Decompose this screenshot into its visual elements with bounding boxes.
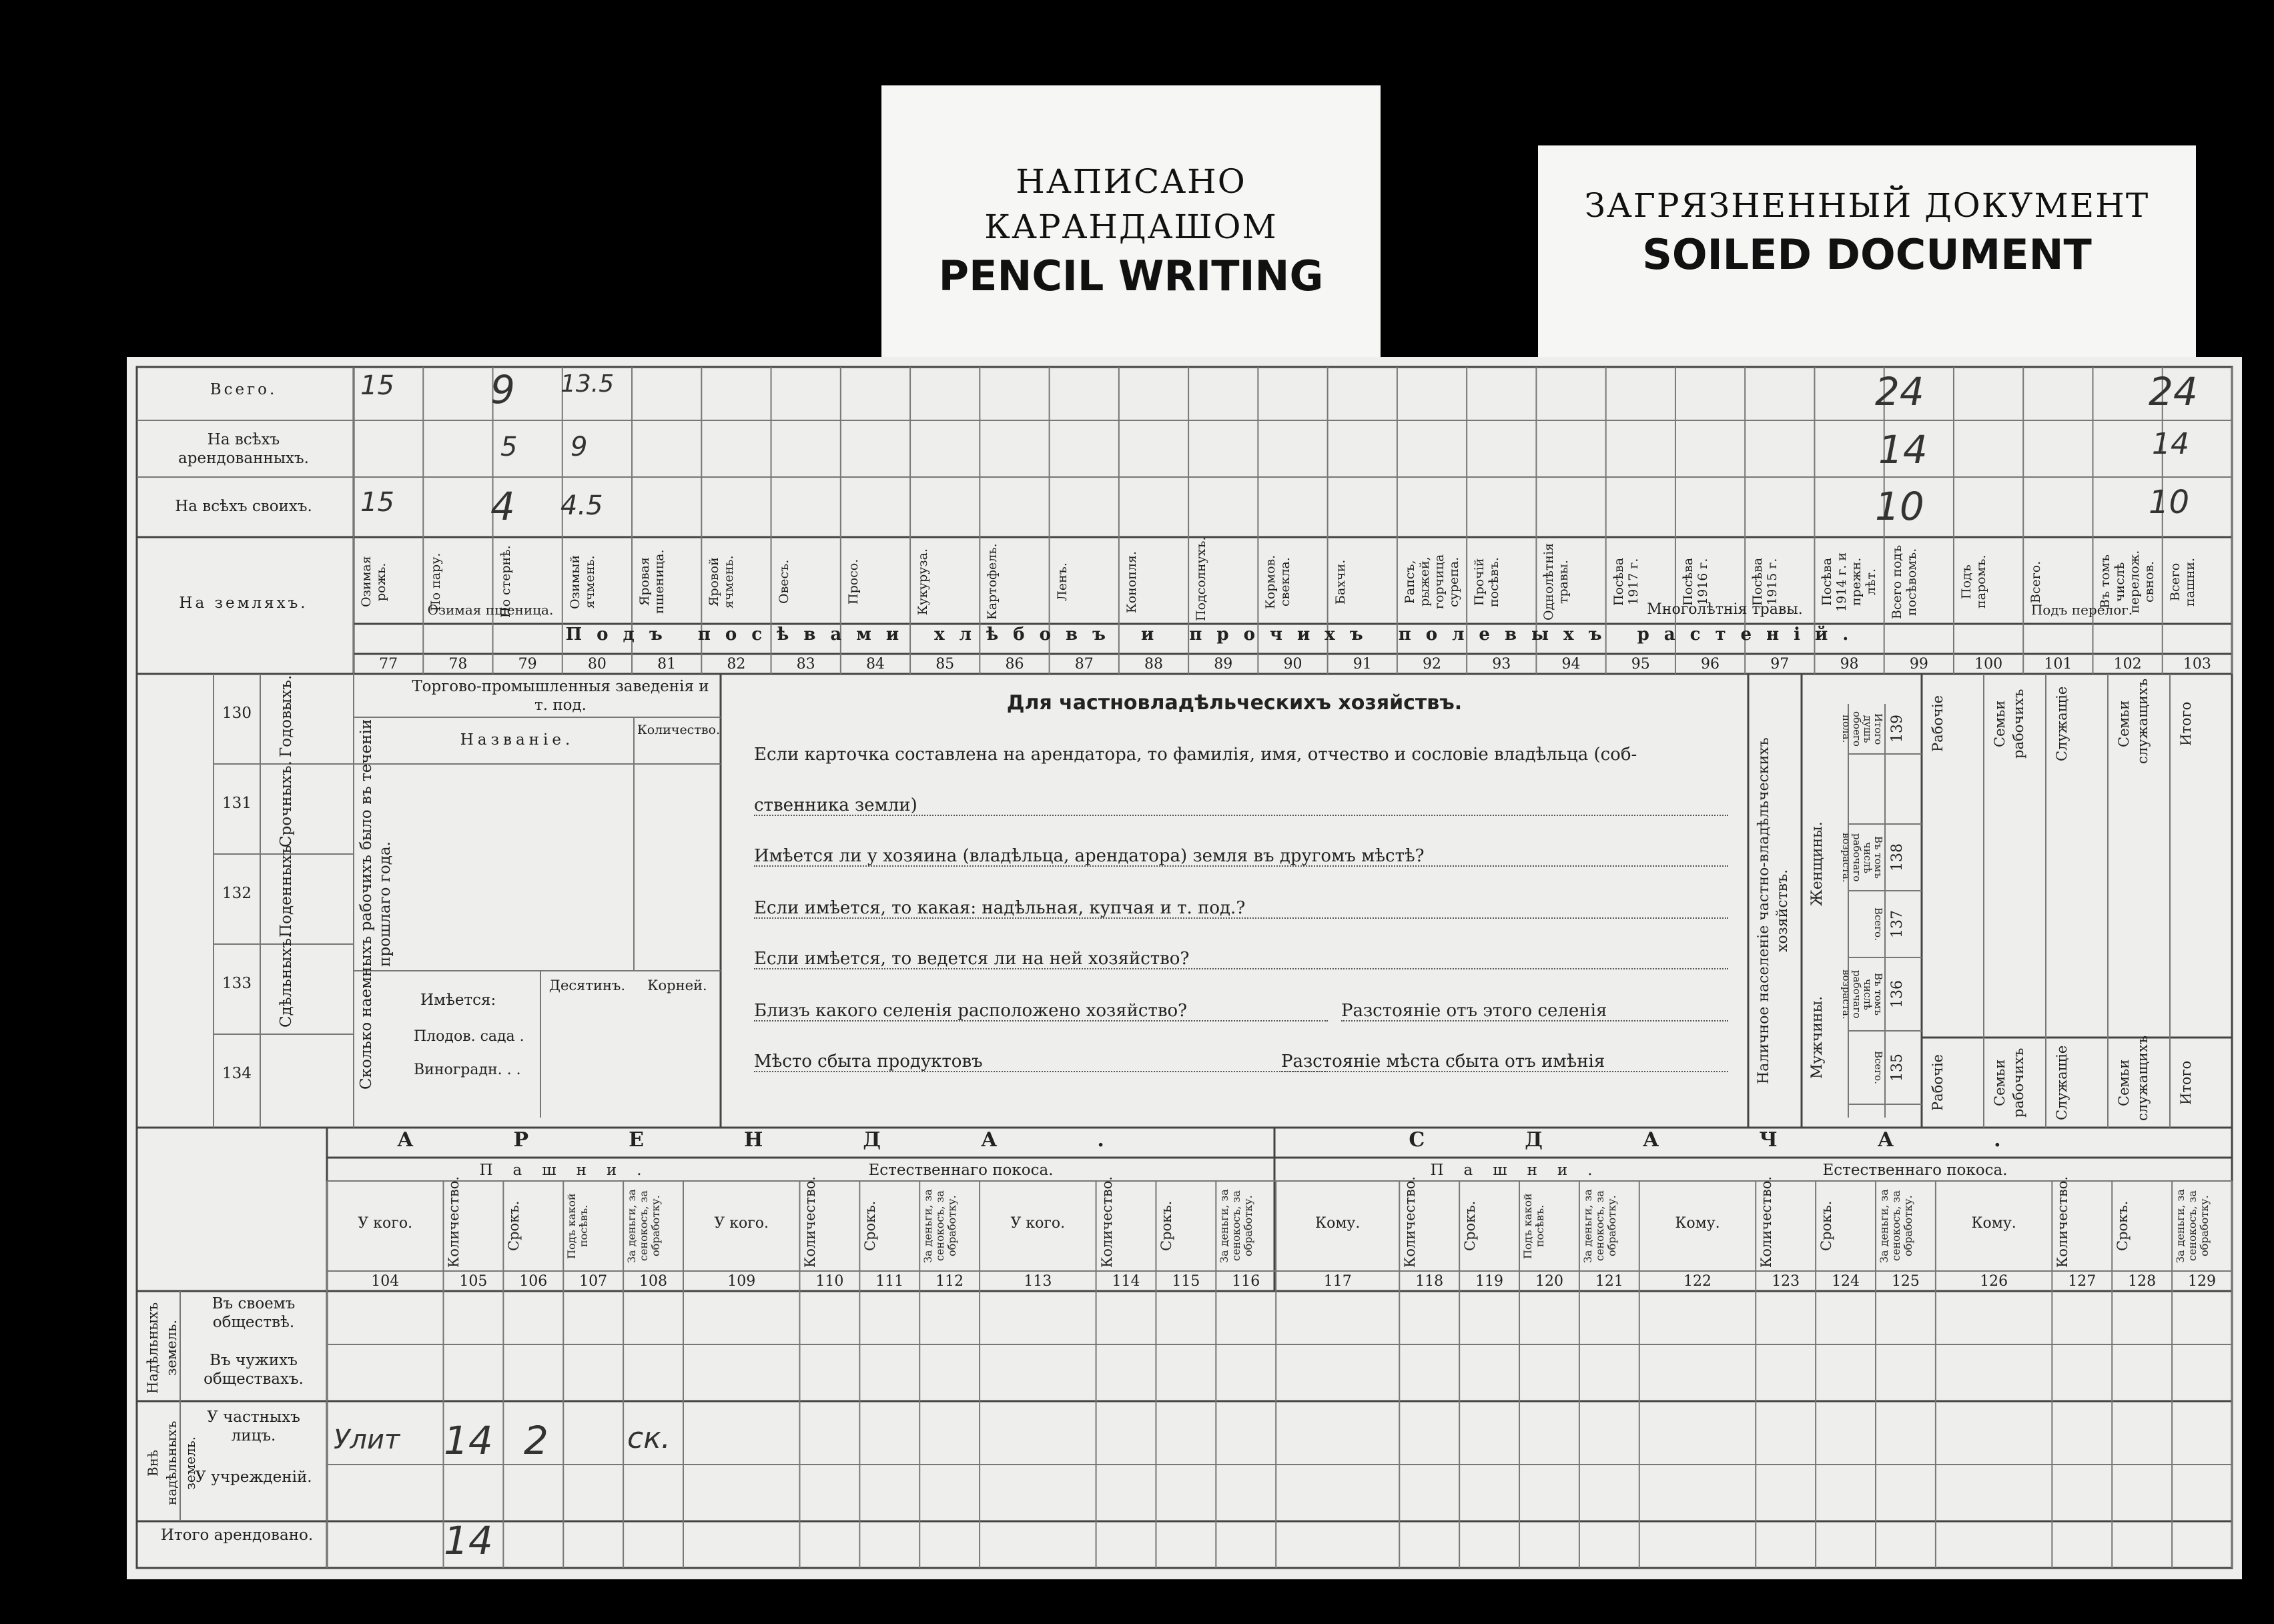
bottom-header-118: Количество. (1402, 1176, 1419, 1268)
bottom-num-107: 107 (579, 1273, 608, 1290)
row-total-rented: Итого арендовано. (160, 1527, 314, 1544)
pencil-label-ru: НАПИСАНО КАРАНДАШОМ (984, 162, 1278, 246)
top-num-81: 81 (657, 656, 677, 673)
labor-bottom-2: Служащіе (2054, 1045, 2070, 1120)
top-num-98: 98 (1840, 656, 1859, 673)
private-q1b: ственника земли) (754, 796, 1728, 816)
pop-num-138: 138 (1889, 843, 1906, 871)
pencil-writing-label (881, 85, 1381, 366)
bottom-num-124: 124 (1832, 1273, 1860, 1290)
bottom-num-123: 123 (1772, 1273, 1800, 1290)
row-own-community: Въ своемъ обществѣ. (212, 1295, 296, 1331)
worker-num-134: 134 (222, 1065, 252, 1082)
top-header-88: Конопля. (1124, 550, 1139, 613)
pencil-own-arable: 10 (2149, 484, 2190, 521)
top-header-90: Кормов. свекла. (1263, 554, 1293, 609)
bottom-header-121: За деньги, за сенокосъ, за обработку. (1581, 1189, 1618, 1263)
top-header-78: По пару. (428, 552, 444, 611)
bottom-num-119: 119 (1475, 1273, 1504, 1290)
pencil-lower-total: 14 (444, 1518, 493, 1563)
labor-bottom-0: Рабочіе (1930, 1054, 1946, 1111)
bottom-header-127: Количество. (2054, 1176, 2071, 1268)
pop-women-working: Въ томъ числѣ рабочаго возраста. (1840, 832, 1884, 883)
worker-yearly: Годовыхъ. (278, 675, 295, 757)
bottom-header-107: Подъ какой посѣвъ. (565, 1193, 591, 1259)
top-num-89: 89 (1214, 656, 1233, 673)
top-header-89: Подсолнухъ. (1194, 536, 1209, 621)
pop-num-137: 137 (1889, 910, 1906, 938)
bottom-num-122: 122 (1683, 1273, 1712, 1290)
worker-num-132: 132 (222, 885, 252, 902)
worker-num-130: 130 (222, 705, 252, 722)
top-num-101: 101 (2044, 656, 2072, 673)
pop-men-working: Въ томъ числѣ рабочаго возраста. (1840, 969, 1884, 1020)
top-num-92: 92 (1423, 656, 1441, 673)
vineyard-label: Виноградн. . . (414, 1062, 521, 1078)
labor-top-0: Рабочіе (1930, 695, 1946, 753)
pop-women: Женщины. (1809, 821, 1826, 907)
top-header-102: Въ томъ числѣ перелож. свнов. (2098, 550, 2157, 614)
top-header-93: Прочій посѣвъ. (1472, 556, 1502, 607)
bottom-header-104: У кого. (358, 1215, 413, 1232)
top-num-93: 93 (1492, 656, 1511, 673)
top-header-83: Овесъ. (776, 559, 791, 604)
private-q5: Близъ какого селенія расположено хозяйство? (754, 1001, 1328, 1022)
bottom-num-105: 105 (459, 1273, 488, 1290)
top-num-102: 102 (2113, 656, 2142, 673)
top-num-100: 100 (1974, 656, 2003, 673)
row-label-total: Всего. (210, 381, 278, 398)
top-num-91: 91 (1353, 656, 1372, 673)
labor-top-1: Семьи рабочихъ (1992, 689, 2026, 759)
top-num-103: 103 (2183, 656, 2211, 673)
arenda-hayfield: Естественнаго покоса. (868, 1162, 1054, 1179)
top-header-85: Кукуруза. (915, 548, 931, 616)
private-q4: Если имѣется, то ведется ли на ней хозяйство? (754, 949, 1728, 969)
top-num-86: 86 (1005, 656, 1024, 673)
top-header-81: Яровая пшеница. (637, 549, 667, 615)
worker-num-131: 131 (222, 795, 252, 812)
top-header-80: Озимый ячмень. (567, 554, 597, 609)
bottom-num-111: 111 (875, 1273, 904, 1290)
top-num-78: 78 (448, 656, 468, 673)
group-allotment: Надѣльныхъ земель. (145, 1302, 179, 1394)
private-q6: Мѣсто сбыта продуктовъ (754, 1052, 1328, 1072)
trade-name-header: Названіе. (460, 731, 575, 749)
top-num-80: 80 (587, 656, 607, 673)
bottom-header-126: Кому. (1971, 1215, 2016, 1232)
worker-daily: Поденныхъ. (278, 840, 295, 937)
row-institutions: У учрежденій. (195, 1469, 312, 1486)
labor-bottom-4: Итого (2178, 1060, 2194, 1105)
private-dist-village: Разстояніе отъ этого селенія (1341, 1001, 1728, 1022)
bottom-num-108: 108 (639, 1273, 668, 1290)
bottom-num-121: 121 (1595, 1273, 1623, 1290)
bottom-num-114: 114 (1112, 1273, 1140, 1290)
bottom-num-128: 128 (2128, 1273, 2157, 1290)
pop-total: Итого душъ обоего пола. (1840, 711, 1884, 747)
pop-num-139: 139 (1889, 715, 1906, 743)
top-header-98: Посѣва 1914 г. и прежн. лѣт. (1820, 552, 1879, 612)
bottom-num-106: 106 (519, 1273, 548, 1290)
unit-roots: Корней. (647, 977, 707, 993)
bottom-header-114: Количество. (1098, 1176, 1115, 1268)
bottom-num-117: 117 (1323, 1273, 1352, 1290)
top-num-99: 99 (1909, 656, 1928, 673)
population-side-label: Наличное населеніе частно-владѣльческихъ хозяйствъ. (1756, 737, 1791, 1084)
bottom-num-109: 109 (727, 1273, 756, 1290)
row-label-land: На земляхъ. (179, 594, 308, 612)
unit-desyatin: Десятинъ. (548, 977, 626, 993)
trade-count-header: Количество. (637, 723, 721, 737)
top-num-85: 85 (935, 656, 955, 673)
top-num-90: 90 (1283, 656, 1302, 673)
top-header-96: Посѣва 1916 г. (1680, 557, 1710, 606)
worker-piece: Сдѣльныхъ. (278, 933, 295, 1028)
pop-num-136: 136 (1889, 980, 1906, 1008)
top-header-86: Картофель. (985, 543, 1000, 621)
top-num-97: 97 (1770, 656, 1790, 673)
pencil-rented-barley: 9 (571, 432, 588, 462)
pop-men-all: Всего. (1872, 1051, 1884, 1084)
bottom-num-127: 127 (2068, 1273, 2097, 1290)
private-q1: Если карточка составлена на арендатора, то фамилія, имя, отчество и сословіе владѣльца (соб- (754, 745, 1637, 765)
soiled-label-en: SOILED DOCUMENT (1642, 230, 2092, 279)
pencil-own-sown: 10 (1875, 484, 1924, 529)
top-header-84: Просо. (845, 558, 861, 605)
row-private-persons: У частныхъ лицъ. (207, 1408, 300, 1445)
bottom-header-124: Срокъ. (1818, 1200, 1835, 1252)
bottom-num-115: 115 (1172, 1273, 1200, 1290)
pencil-rented-sown: 14 (1878, 427, 1928, 472)
soiled-document-label (1538, 145, 2196, 372)
top-num-79: 79 (518, 656, 537, 673)
pencil-own-wheat: 4 (490, 484, 515, 529)
bottom-header-123: Количество. (1758, 1176, 1775, 1268)
bottom-header-106: Срокъ. (506, 1200, 522, 1252)
bottom-header-112: За деньги, за сенокосъ, за обработку. (921, 1189, 959, 1263)
census-form (127, 357, 2242, 1579)
bottom-header-109: У кого. (714, 1215, 769, 1232)
private-dist-market: Разстояніе мѣста сбыта отъ имѣнія (1281, 1052, 1728, 1072)
labor-top-4: Итого (2178, 701, 2194, 747)
top-header-79: По стернѣ. (498, 545, 513, 619)
top-num-95: 95 (1631, 656, 1650, 673)
top-header-103: Всего пашни. (2167, 557, 2197, 606)
bottom-num-113: 113 (1024, 1273, 1052, 1290)
top-header-92: Рапсъ, рыжей, горчица сурепа. (1402, 554, 1461, 610)
bottom-header-120: Подъ какой посѣвъ. (1521, 1193, 1547, 1259)
pencil-own-barley: 4.5 (560, 490, 603, 521)
bottom-header-117: Кому. (1315, 1215, 1361, 1232)
row-label-own: На всѣхъ своихъ. (175, 498, 312, 515)
row-other-community: Въ чужихъ обществахъ. (204, 1352, 304, 1388)
worker-term: Срочныхъ. (278, 761, 295, 847)
bottom-num-116: 116 (1232, 1273, 1260, 1290)
orchard-has: Имѣется: (420, 991, 496, 1009)
group-non-allotment: Внѣ надѣльныхъ земель. (145, 1420, 198, 1505)
private-farm-title: Для частновладѣльческихъ хозяйствъ. (1006, 691, 1463, 715)
pencil-total-wheat: 9 (490, 367, 515, 412)
bottom-header-128: Срокъ. (2115, 1200, 2131, 1252)
pop-num-135: 135 (1889, 1054, 1906, 1082)
row-label-rented: На всѣхъ арендованныхъ. (178, 431, 309, 467)
private-q2: Имѣется ли у хозяина (владѣльца, арендатора) земля въ другомъ мѣстѣ? (754, 847, 1728, 867)
bottom-header-111: Срокъ. (862, 1200, 879, 1252)
soiled-label-ru: ЗАГРЯЗНЕННЫЙ ДОКУМЕНТ (1584, 186, 2150, 225)
top-num-83: 83 (796, 656, 815, 673)
pencil-lower-term: 2 (524, 1418, 548, 1463)
bottom-header-115: Срокъ. (1158, 1200, 1175, 1252)
labor-bottom-1: Семьи рабочихъ (1992, 1048, 2026, 1118)
bottom-header-110: Количество. (802, 1176, 819, 1268)
arenda-arable: Пашни. (479, 1162, 662, 1179)
top-header-95: Посѣва 1917 г. (1611, 557, 1641, 606)
orchard-label: Плодов. сада . (414, 1028, 524, 1045)
bottom-header-125: За деньги, за сенокосъ, за обработку. (1878, 1189, 1914, 1263)
bottom-num-125: 125 (1891, 1273, 1920, 1290)
top-header-91: Бахчи. (1333, 559, 1348, 604)
sdacha-title: СДАЧА. (1409, 1128, 2101, 1152)
bottom-header-122: Кому. (1675, 1215, 1720, 1232)
top-header-99: Всего подъ посѣвомъ. (1889, 544, 1919, 619)
pencil-total-rye: 15 (360, 370, 394, 401)
top-num-82: 82 (727, 656, 746, 673)
bottom-header-105: Количество. (446, 1176, 462, 1268)
bottom-header-116: За деньги, за сенокосъ, за обработку. (1218, 1189, 1255, 1263)
sdacha-arable: Пашни. (1430, 1162, 1613, 1179)
bottom-header-113: У кого. (1010, 1215, 1066, 1232)
top-header-77: Озимая рожь. (359, 556, 388, 608)
pencil-own-rye: 15 (360, 487, 394, 518)
top-num-96: 96 (1701, 656, 1720, 673)
top-header-100: Подъ паромъ. (1958, 554, 1988, 609)
pop-men: Мужчины. (1809, 995, 1826, 1080)
pencil-total-sown: 24 (1875, 369, 1924, 414)
labor-top-2: Служащіе (2054, 686, 2070, 762)
bottom-num-120: 120 (1535, 1273, 1563, 1290)
pop-women-all: Всего. (1872, 907, 1884, 941)
bottom-num-110: 110 (815, 1273, 844, 1290)
group-winter-wheat: Озимая пшеница. (427, 602, 554, 618)
top-num-77: 77 (379, 656, 398, 673)
pencil-lower-qty: 14 (444, 1418, 493, 1463)
top-header-94: Однолѣтнія травы. (1541, 542, 1571, 621)
top-header-87: Ленъ. (1054, 562, 1070, 601)
arenda-title: АРЕНДА. (397, 1128, 1204, 1152)
worker-num-133: 133 (222, 975, 252, 992)
hired-workers-side-label: Сколько наемныхъ рабочихъ было въ теченіи прошлаго года. (358, 719, 394, 1090)
private-q3: Если имѣется, то какая: надѣльная, купчая и т. под.? (754, 899, 1728, 919)
pencil-total-arable: 24 (2149, 369, 2198, 414)
bottom-num-129: 129 (2188, 1273, 2217, 1290)
top-header-82: Яровой ячмень. (707, 555, 737, 608)
top-header-101: Всего. (2028, 560, 2044, 603)
bottom-num-112: 112 (935, 1273, 964, 1290)
sdacha-hayfield: Естественнаго покоса. (1822, 1162, 2008, 1179)
top-num-84: 84 (865, 656, 885, 673)
top-num-88: 88 (1144, 656, 1163, 673)
bottom-num-118: 118 (1415, 1273, 1444, 1290)
pencil-total-barley: 13.5 (560, 370, 615, 398)
bottom-num-104: 104 (371, 1273, 400, 1290)
trade-title: Торгово-промышленныя заведенія и т. под. (412, 678, 709, 714)
pencil-lower-whom: Улит (334, 1425, 400, 1455)
bottom-header-129: За деньги, за сенокосъ, за обработку. (2174, 1189, 2211, 1263)
top-num-94: 94 (1561, 656, 1581, 673)
pencil-rented-wheat: 5 (500, 432, 518, 462)
top-num-87: 87 (1074, 656, 1094, 673)
bottom-header-119: Срокъ. (1462, 1200, 1479, 1252)
bottom-header-108: За деньги, за сенокосъ, за обработку. (625, 1189, 663, 1263)
labor-top-3: Семьи служащихъ (2116, 678, 2151, 764)
group-perennial-grass: Многолѣтнія травы. (1647, 601, 1803, 618)
bottom-num-126: 126 (1980, 1273, 2008, 1290)
labor-bottom-3: Семьи служащихъ (2116, 1035, 2151, 1121)
pencil-rented-arable: 14 (2152, 427, 2189, 461)
pencil-lower-pay: ск. (627, 1421, 671, 1455)
pencil-label-en: PENCIL WRITING (938, 252, 1324, 300)
group-fallow: Подъ перелог. (2030, 602, 2133, 618)
sown-band: Подъ посѣвами хлѣбовъ и прочихъ полевыхъ растеній. (565, 625, 1864, 645)
top-header-97: Посѣва 1915 г. (1750, 557, 1780, 606)
